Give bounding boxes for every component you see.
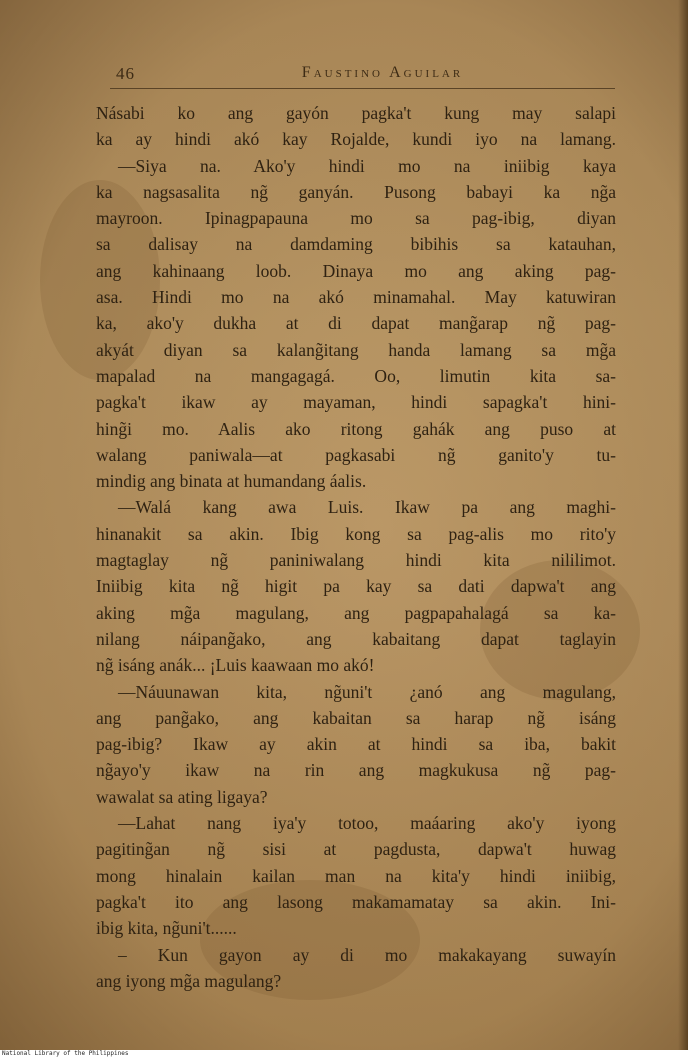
text-line: pag-ibig? Ikaw ay akin at hindi sa iba, bakit [96, 734, 616, 755]
text-line: pagka't ikaw ay mayaman, hindi sapagka't hini- [96, 392, 616, 413]
text-line: wawalat sa ating ligaya? [96, 786, 268, 807]
library-attribution: National Library of the Philippines [2, 1050, 129, 1057]
text-line: —Náuunawan kita, ng̃uni't ¿anó ang magulang, [118, 681, 616, 702]
text-line: —Lahat nang iya'y totoo, maáaring ako'y iyong [118, 813, 616, 834]
text-line: walang paniwala—at pagkasabi ng̃ ganito'y tu- [96, 444, 616, 465]
text-line: nilang náipang̃ako, ang kabaitang dapat taglayin [96, 628, 616, 649]
text-line: akyát diyan sa kalang̃itang handa lamang sa mg̃a [96, 339, 616, 360]
text-line: ang kahinaang loob. Dinaya mo ang aking pag- [96, 260, 616, 281]
text-line: ka ay hindi akó kay Rojalde, kundi iyo na lamang. [96, 129, 616, 150]
text-line: —Siya na. Ako'y hindi mo na iniibig kaya [118, 155, 616, 176]
text-line: ibig kita, ng̃uni't...... [96, 918, 237, 939]
text-line: – Kun gayon ay di mo makakayang suwayín [118, 944, 616, 965]
scan-footer [0, 1050, 688, 1058]
text-line: hing̃i mo. Aalis ako ritong gahák ang puso at [96, 418, 616, 439]
text-line: hinanakit sa akin. Ibig kong sa pag-alis mo rito'y [96, 523, 616, 544]
body-text [96, 100, 616, 994]
text-line: mayroon. Ipinagpapauna mo sa pag-ibig, diyan [96, 208, 616, 229]
text-line: mapalad na mangagagá. Oo, limutin kita sa- [96, 365, 616, 386]
page-spine-shadow [678, 0, 688, 1050]
text-line: pagiting̃an ng̃ sisi at pagdusta, dapwa't huwag [96, 839, 616, 860]
text-line: ang pang̃ako, ang kabaitan sa harap ng̃ isáng [96, 707, 616, 728]
text-line: ng̃ayo'y ikaw na rin ang magkukusa ng̃ pag- [96, 760, 616, 781]
running-head: Faustino Aguilar [301, 64, 464, 81]
text-line: ka nagsasalita ng̃ ganyán. Pusong babayi ka ng̃a [96, 181, 616, 202]
text-line: asa. Hindi mo na akó minamahal. May katuwiran [96, 287, 616, 308]
text-line: sa dalisay na damdaming bibihis sa katauhan, [96, 234, 616, 255]
text-line: mong hinalain kailan man na kita'y hindi iniibig, [96, 865, 616, 886]
text-line: ang iyong mg̃a magulang? [96, 970, 282, 991]
text-line: ka, ako'y dukha at di dapat mang̃arap ng̃ pag- [96, 313, 616, 334]
text-line: pagka't ito ang lasong makamamatay sa akin. Ini- [96, 891, 616, 912]
text-line: Násabi ko ang gayón pagka't kung may salapi [96, 103, 616, 123]
text-line: mindig ang binata at humandang áalis. [96, 471, 367, 492]
text-line: —Walá kang awa Luis. Ikaw pa ang maghi- [118, 497, 616, 518]
text-line: magtaglay ng̃ paniniwalang hindi kita nililimot. [96, 550, 616, 571]
text-line: Iniibig kita ng̃ higit pa kay sa dati dapwa't ang [96, 576, 616, 597]
page-header [110, 64, 615, 89]
text-line: aking mg̃a magulang, ang pagpapahalagá sa ka- [96, 602, 616, 623]
page-number: 46 [116, 64, 135, 83]
text-line: ng̃ isáng anák... ¡Luis kaawaan mo akó! [96, 655, 375, 676]
